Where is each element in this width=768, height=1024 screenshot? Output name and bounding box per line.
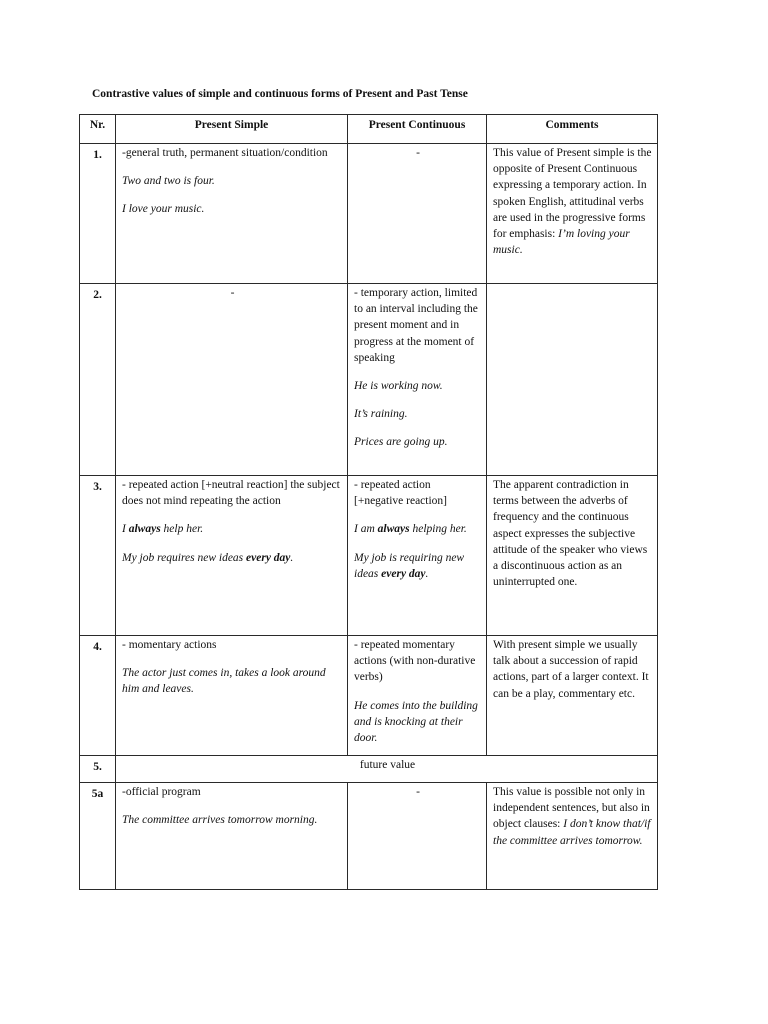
example: Prices are going up.	[354, 436, 448, 449]
header-present-simple: Present Simple	[116, 115, 348, 144]
example: Two and two is four.	[122, 175, 215, 188]
table-row	[80, 636, 658, 756]
empty-dash: -	[416, 786, 420, 798]
description: - repeated momentary actions (with non-durative verbs)	[354, 639, 476, 684]
row-number: 4.	[80, 636, 116, 756]
comment-example: I’m loving your music.	[493, 228, 630, 257]
description: - momentary actions	[122, 639, 217, 651]
table-row	[80, 144, 658, 284]
description: - repeated action [+negative reaction]	[354, 479, 448, 508]
row-number: 3.	[80, 476, 116, 636]
row-number: 5.	[80, 756, 116, 783]
empty-dash: -	[416, 147, 420, 159]
description: - temporary action, limited to an interval including the present moment and in progress at the moment of speaking	[354, 287, 478, 364]
comment-text: This value of Present simple is the opposite of Present Continuous expressing a temporary action. In spoken English, attitudinal verbs are used in the progressive forms for emphasis:	[493, 147, 652, 241]
example: He comes into the building and is knocking at their door.	[354, 699, 478, 745]
present-continuous-cell	[348, 636, 487, 756]
row-number: 5a	[80, 783, 116, 890]
description: -official program	[122, 786, 201, 798]
present-continuous-cell	[348, 476, 487, 636]
present-continuous-cell	[348, 284, 487, 476]
comment-text: This value is possible not only in independent sentences, but also in object clauses:	[493, 786, 650, 831]
comments-cell	[487, 476, 658, 636]
example: He is working now.	[354, 380, 443, 393]
example: It’s raining.	[354, 408, 408, 421]
comments-cell	[487, 783, 658, 890]
example: I love your music.	[122, 203, 205, 216]
table-header-row	[80, 115, 658, 144]
table-row	[80, 783, 658, 890]
table-row	[80, 284, 658, 476]
document-title: Contrastive values of simple and continuous forms of Present and Past Tense	[92, 88, 468, 100]
description: - repeated action [+neutral reaction] the subject does not mind repeating the action	[122, 479, 340, 508]
present-simple-cell	[116, 144, 348, 284]
empty-dash: -	[230, 287, 235, 299]
present-simple-cell	[116, 284, 348, 476]
header-nr: Nr.	[80, 115, 116, 144]
table-row	[80, 476, 658, 636]
example: The actor just comes in, takes a look around him and leaves.	[122, 667, 326, 696]
future-value-span-cell	[116, 756, 658, 783]
description: -general truth, permanent situation/condition	[122, 147, 328, 159]
section-label: future value	[359, 759, 416, 771]
tense-comparison-table	[79, 114, 658, 890]
comment-text: The apparent contradiction in terms between the adverbs of frequency and the continuous aspect expresses the subjective attitude of the speaker who views a discontinuous action as an uninterrupted one.	[493, 479, 648, 589]
comments-cell	[487, 636, 658, 756]
row-number: 1.	[80, 144, 116, 284]
present-simple-cell	[116, 476, 348, 636]
example: The committee arrives tomorrow morning.	[122, 814, 318, 827]
example: I am always helping her.	[354, 523, 467, 536]
table-row	[80, 756, 658, 783]
header-present-continuous: Present Continuous	[348, 115, 487, 144]
row-number: 2.	[80, 284, 116, 476]
example: My job requires new ideas every day.	[122, 551, 294, 564]
example: I always help her.	[122, 523, 204, 536]
comments-cell	[487, 284, 658, 476]
example: My job is requiring new ideas every day.	[354, 551, 465, 580]
comments-cell	[487, 144, 658, 284]
header-comments: Comments	[487, 115, 658, 144]
present-continuous-cell	[348, 144, 487, 284]
present-continuous-cell	[348, 783, 487, 890]
comment-text: With present simple we usually talk about a succession of rapid actions, part of a larger context. It can be a play, commentary etc.	[493, 639, 649, 700]
present-simple-cell	[116, 783, 348, 890]
present-simple-cell	[116, 636, 348, 756]
comment-example: I don’t know that/if the committee arrives tomorrow.	[493, 818, 651, 847]
